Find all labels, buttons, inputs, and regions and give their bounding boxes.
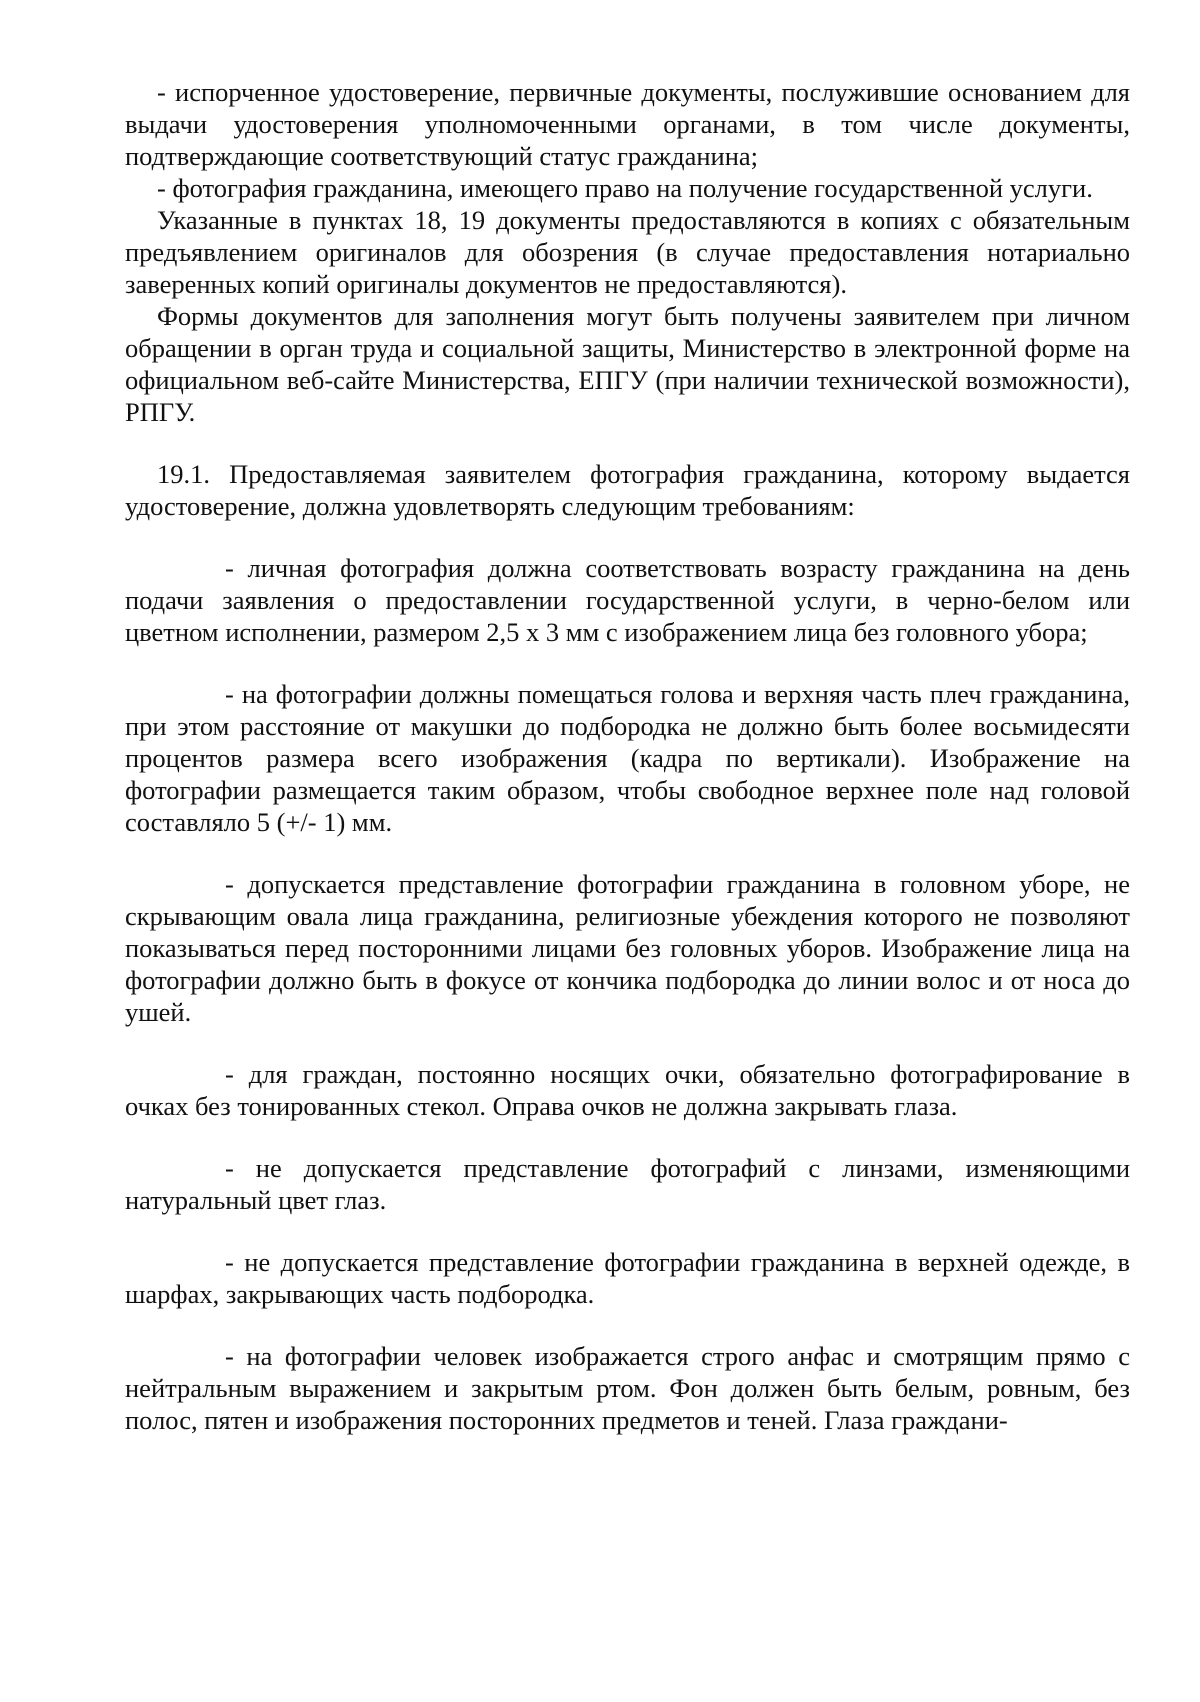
paragraph-spacer [125, 838, 1130, 868]
paragraph-requirement-glasses: - для граждан, постоянно носящих очки, обязательно фотографирование в очках без тонированных стекол. Оправа очков не должна закрывать глаза. [125, 1059, 1130, 1121]
paragraph-citizen-photo: - фотография гражданина, имеющего право на получение государственной услуги. [157, 173, 1093, 203]
paragraph-spacer [125, 1310, 1130, 1340]
paragraph-spoiled-certificate: - испорченное удостоверение, первичные документы, послужившие основанием для выдачи удостоверения уполномоченными органами, в том числе документы, подтверждающие соответствующий статус гражданина; [125, 77, 1130, 171]
paragraph-spacer [125, 522, 1130, 552]
paragraph-requirement-outerwear: - не допускается представление фотографии гражданина в верхней одежде, в шарфах, закрывающих часть подбородка. [125, 1247, 1130, 1309]
paragraph-spacer [125, 1122, 1130, 1152]
document-page [125, 76, 1130, 1436]
paragraph-spacer [125, 1216, 1130, 1246]
paragraph-spacer [125, 1028, 1130, 1058]
paragraph-requirement-head-shoulders: - на фотографии должны помещаться голова и верхняя часть плеч гражданина, при этом расстояние от макушки до подбородка не должно быть более восьмидесяти процентов размера всего изображения (кадра по вертикали). Изображение на фотографии размещается таким образом, чтобы свободное верхнее поле над головой составляло 5 (+/- 1) мм. [125, 679, 1130, 837]
paragraph-requirement-age: - личная фотография должна соответствовать возрасту гражданина на день подачи заявления о предоставлении государственной услуги, в черно-белом или цветном исполнении, размером 2,5 х 3 мм с изображением лица без головного убора; [125, 553, 1130, 647]
paragraph-requirement-headwear: - допускается представление фотографии гражданина в головном уборе, не скрывающим овала лица гражданина, религиозные убеждения которого не позволяют показываться перед посторонними лицами без головных уборов. Изображение лица на фотографии должно быть в фокусе от кончика подбородка до линии волос и от носа до ушей. [125, 869, 1130, 1027]
paragraph-requirement-pose-background: - на фотографии человек изображается строго анфас и смотрящим прямо с нейтральным выражением и закрытым ртом. Фон должен быть белым, ровным, без полос, пятен и изображения посторонних предметов и теней. Глаза граждани- [125, 1341, 1130, 1435]
paragraph-requirement-lenses: - не допускается представление фотографий с линзами, изменяющими натуральный цвет глаз. [125, 1153, 1130, 1215]
paragraph-document-copies: Указанные в пунктах 18, 19 документы предоставляются в копиях с обязательным предъявлением оригиналов для обозрения (в случае предоставления нотариально заверенных копий оригиналы документов не предоставляются). [125, 205, 1130, 299]
paragraph-spacer [125, 648, 1130, 678]
paragraph-spacer [125, 428, 1130, 458]
paragraph-section-19-1: 19.1. Предоставляемая заявителем фотография гражданина, которому выдается удостоверение, должна удовлетворять следующим требованиям: [125, 459, 1130, 521]
paragraph-document-forms: Формы документов для заполнения могут быть получены заявителем при личном обращении в орган труда и социальной защиты, Министерство в электронной форме на официальном веб-сайте Министерства, ЕПГУ (при наличии технической возможности), РПГУ. [125, 301, 1130, 427]
